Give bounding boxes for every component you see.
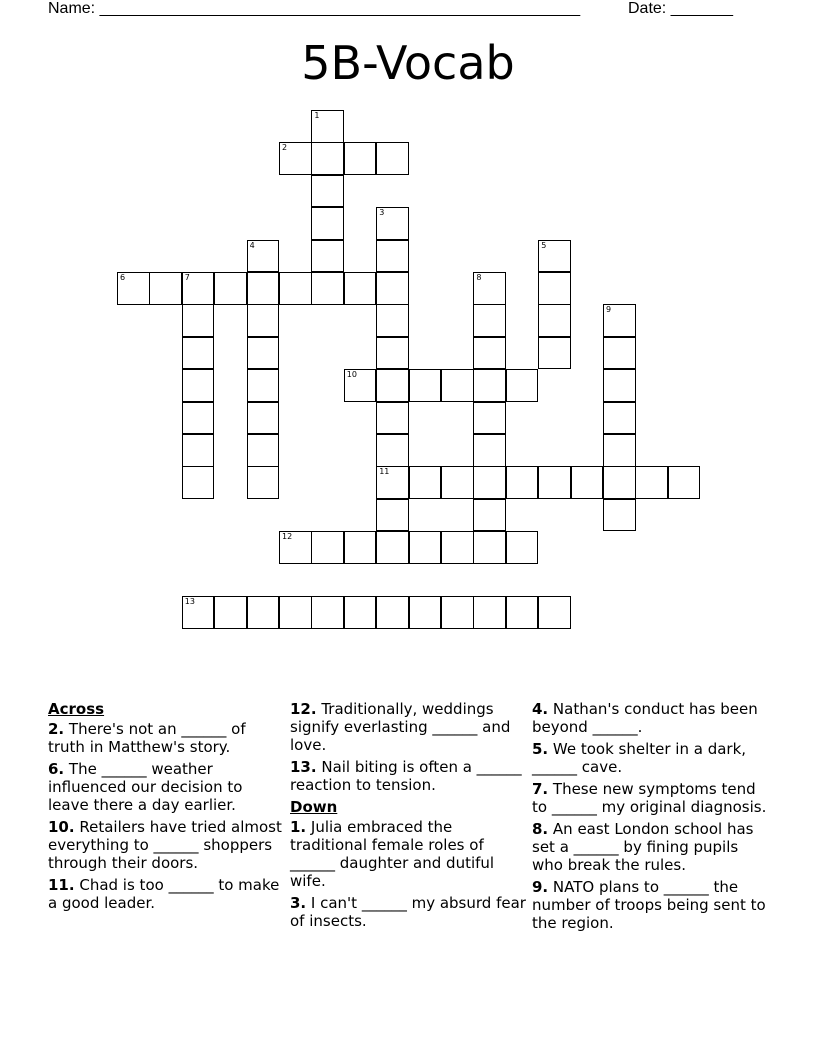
grid-cell[interactable] (506, 596, 539, 629)
clue-number-label: 3 (379, 208, 385, 218)
cell-input[interactable] (183, 597, 214, 628)
cell-input[interactable] (377, 273, 408, 304)
grid-cell[interactable] (473, 434, 506, 467)
across-clue-2 (48, 720, 284, 756)
cell-input[interactable] (442, 467, 473, 498)
cell-input[interactable] (377, 338, 408, 369)
cell-input[interactable] (604, 435, 635, 466)
clue-number: 5. (532, 740, 549, 758)
cell-input[interactable] (312, 111, 343, 142)
grid-cell[interactable] (473, 531, 506, 564)
clue-text: Nail biting is often a ______ reaction to tension. (290, 758, 522, 794)
grid-cell[interactable] (376, 240, 409, 273)
grid-cell[interactable] (247, 337, 280, 370)
cell-input[interactable] (539, 305, 570, 336)
clue-text: I can't ______ my absurd fear of insects. (290, 894, 526, 930)
grid-cell[interactable] (409, 369, 442, 402)
cell-input[interactable] (248, 370, 279, 401)
cell-input[interactable] (183, 467, 214, 498)
clue-number-label: 9 (606, 305, 612, 315)
grid-cell[interactable] (311, 240, 344, 273)
grid-cell[interactable] (473, 466, 506, 499)
cell-input[interactable] (410, 467, 441, 498)
cell-input[interactable] (280, 143, 311, 174)
cell-input[interactable] (248, 305, 279, 336)
cell-input[interactable] (312, 176, 343, 207)
clue-number: 9. (532, 878, 549, 896)
cell-input[interactable] (604, 467, 635, 498)
down-clue-9 (532, 878, 768, 932)
grid-cell[interactable] (344, 531, 377, 564)
clue-number: 1. (290, 818, 307, 836)
grid-cell[interactable] (247, 369, 280, 402)
grid-cell[interactable] (311, 110, 344, 143)
cell-input[interactable] (636, 467, 667, 498)
cell-input[interactable] (215, 273, 246, 304)
clue-number: 8. (532, 820, 549, 838)
clue-column-2 (290, 700, 526, 934)
clue-text: Traditionally, weddings signify everlasting ______ and love. (290, 700, 511, 754)
grid-cell[interactable] (473, 402, 506, 435)
across-clue-11 (48, 876, 284, 912)
cell-input[interactable] (442, 370, 473, 401)
cell-input[interactable] (539, 241, 570, 272)
grid-cell[interactable] (603, 434, 636, 467)
grid-cell[interactable] (538, 304, 571, 337)
grid-cell[interactable] (603, 402, 636, 435)
clue-text: Chad is too ______ to make a good leader. (48, 876, 280, 912)
cell-input[interactable] (345, 370, 376, 401)
cell-input[interactable] (183, 338, 214, 369)
clue-column-1 (48, 700, 284, 916)
cell-input[interactable] (280, 532, 311, 563)
cell-input[interactable] (474, 370, 505, 401)
cell-input[interactable] (604, 338, 635, 369)
cell-input[interactable] (183, 370, 214, 401)
grid-cell[interactable] (538, 240, 571, 273)
grid-cell[interactable] (247, 466, 280, 499)
cell-input[interactable] (604, 500, 635, 531)
cell-input[interactable] (377, 208, 408, 239)
grid-cell[interactable] (473, 596, 506, 629)
clue-number: 6. (48, 760, 65, 778)
grid-cell[interactable] (247, 272, 280, 305)
clue-number-label: 11 (379, 467, 390, 477)
down-heading: Down (290, 798, 338, 816)
cell-input[interactable] (410, 597, 441, 628)
grid-cell[interactable] (214, 596, 247, 629)
cell-input[interactable] (280, 597, 311, 628)
cell-input[interactable] (377, 143, 408, 174)
grid-cell[interactable] (279, 596, 312, 629)
clue-text: Retailers have tried almost everything to ______ shoppers through their doors. (48, 818, 282, 872)
cell-input[interactable] (280, 273, 311, 304)
grid-cell[interactable] (182, 596, 215, 629)
clue-text: Julia embraced the traditional female roles of ______ daughter and dutiful wife. (290, 818, 495, 890)
grid-cell[interactable] (376, 402, 409, 435)
cell-input[interactable] (539, 338, 570, 369)
down-clue-1 (290, 818, 526, 890)
cell-input[interactable] (183, 435, 214, 466)
grid-cell[interactable] (247, 402, 280, 435)
grid-cell[interactable] (441, 531, 474, 564)
clue-number-label: 5 (541, 240, 547, 250)
grid-cell[interactable] (182, 272, 215, 305)
across-clue-10 (48, 818, 284, 872)
grid-cell[interactable] (182, 466, 215, 499)
cell-input[interactable] (248, 435, 279, 466)
clue-number-label: 1 (314, 111, 320, 120)
grid-cell[interactable] (506, 531, 539, 564)
date-line: Date: _______ (628, 0, 733, 17)
grid-cell[interactable] (344, 272, 377, 305)
grid-cell[interactable] (182, 369, 215, 402)
cell-input[interactable] (669, 467, 700, 498)
clue-text: These new symptoms tend to ______ my original diagnosis. (532, 780, 767, 816)
clue-number: 2. (48, 720, 65, 738)
cell-input[interactable] (474, 532, 505, 563)
grid-cell[interactable] (506, 369, 539, 402)
grid-cell[interactable] (279, 272, 312, 305)
cell-input[interactable] (377, 305, 408, 336)
cell-input[interactable] (377, 597, 408, 628)
grid-cell[interactable] (538, 272, 571, 305)
cell-input[interactable] (474, 273, 505, 304)
grid-cell[interactable] (603, 466, 636, 499)
cell-input[interactable] (377, 532, 408, 563)
grid-cell[interactable] (344, 596, 377, 629)
cell-input[interactable] (248, 467, 279, 498)
grid-cell[interactable] (311, 531, 344, 564)
clue-number: 7. (532, 780, 549, 798)
down-clue-4 (532, 700, 768, 736)
cell-input[interactable] (604, 370, 635, 401)
grid-cell[interactable] (473, 272, 506, 305)
cell-input[interactable] (183, 305, 214, 336)
clue-column-3 (532, 700, 768, 936)
grid-cell[interactable] (376, 272, 409, 305)
clue-number-label: 12 (282, 532, 293, 542)
across-heading: Across (48, 700, 105, 718)
clue-text: Nathan's conduct has been beyond ______. (532, 700, 758, 736)
grid-cell[interactable] (279, 142, 312, 175)
across-clue-13 (290, 758, 526, 794)
grid-cell[interactable] (441, 466, 474, 499)
grid-cell[interactable] (635, 466, 668, 499)
cell-input[interactable] (118, 273, 149, 304)
grid-cell[interactable] (311, 272, 344, 305)
grid-cell[interactable] (247, 434, 280, 467)
grid-cell[interactable] (441, 596, 474, 629)
cell-input[interactable] (410, 370, 441, 401)
grid-cell[interactable] (376, 304, 409, 337)
grid-cell[interactable] (344, 142, 377, 175)
grid-cell[interactable] (603, 499, 636, 532)
cell-input[interactable] (377, 435, 408, 466)
cell-input[interactable] (248, 597, 279, 628)
cell-input[interactable] (150, 273, 181, 304)
grid-cell[interactable] (376, 207, 409, 240)
cell-input[interactable] (312, 597, 343, 628)
grid-cell[interactable] (311, 175, 344, 208)
grid-cell[interactable] (182, 337, 215, 370)
grid-cell[interactable] (344, 369, 377, 402)
name-line: Name: ______________________________________________________ (48, 0, 581, 17)
across-clue-6 (48, 760, 284, 814)
grid-cell[interactable] (376, 466, 409, 499)
cell-input[interactable] (248, 241, 279, 272)
cell-input[interactable] (215, 597, 246, 628)
clue-number: 3. (290, 894, 307, 912)
grid-cell[interactable] (603, 337, 636, 370)
cell-input[interactable] (248, 403, 279, 434)
cell-input[interactable] (410, 532, 441, 563)
grid-cell[interactable] (538, 337, 571, 370)
grid-cell[interactable] (473, 369, 506, 402)
cell-input[interactable] (183, 403, 214, 434)
cell-input[interactable] (539, 273, 570, 304)
cell-input[interactable] (572, 467, 603, 498)
cell-input[interactable] (507, 532, 538, 563)
cell-input[interactable] (507, 467, 538, 498)
grid-cell[interactable] (473, 304, 506, 337)
clue-number: 11. (48, 876, 75, 894)
grid-cell[interactable] (182, 434, 215, 467)
clue-text: There's not an ______ of truth in Matthew's story. (48, 720, 246, 756)
cell-input[interactable] (539, 597, 570, 628)
cell-input[interactable] (312, 143, 343, 174)
clue-number-label: 13 (184, 597, 195, 606)
clue-number-label: 4 (249, 240, 255, 250)
cell-input[interactable] (474, 305, 505, 336)
grid-cell[interactable] (473, 337, 506, 370)
down-clue-8 (532, 820, 768, 874)
cell-input[interactable] (312, 208, 343, 239)
grid-cell[interactable] (117, 272, 150, 305)
cell-input[interactable] (539, 467, 570, 498)
grid-cell[interactable] (409, 596, 442, 629)
grid-cell[interactable] (506, 466, 539, 499)
grid-cell[interactable] (473, 499, 506, 532)
down-clue-5 (532, 740, 768, 776)
clue-number-label: 7 (184, 273, 190, 282)
cell-input[interactable] (474, 403, 505, 434)
grid-cell[interactable] (376, 337, 409, 370)
cell-input[interactable] (312, 241, 343, 272)
cell-input[interactable] (183, 273, 214, 304)
grid-cell[interactable] (182, 402, 215, 435)
cell-input[interactable] (474, 435, 505, 466)
cell-input[interactable] (345, 143, 376, 174)
grid-cell[interactable] (247, 304, 280, 337)
cell-input[interactable] (474, 597, 505, 628)
clue-number-label: 6 (120, 273, 126, 282)
grid-cell[interactable] (376, 142, 409, 175)
cell-input[interactable] (345, 273, 376, 304)
grid-cell[interactable] (409, 531, 442, 564)
puzzle-title: 5B-Vocab (301, 36, 515, 90)
cell-input[interactable] (248, 338, 279, 369)
clue-text: The ______ weather influenced our decision to leave there a day earlier. (48, 760, 243, 814)
grid-cell[interactable] (247, 240, 280, 273)
cell-input[interactable] (312, 532, 343, 563)
grid-cell[interactable] (247, 596, 280, 629)
grid-cell[interactable] (603, 304, 636, 337)
grid-cell[interactable] (603, 369, 636, 402)
clue-number: 4. (532, 700, 549, 718)
cell-input[interactable] (442, 597, 473, 628)
grid-cell[interactable] (376, 531, 409, 564)
cell-input[interactable] (377, 370, 408, 401)
grid-cell[interactable] (571, 466, 604, 499)
clue-text: An east London school has set a ______ by fining pupils who break the rules. (532, 820, 754, 874)
clue-number-label: 2 (282, 143, 288, 153)
clue-number: 10. (48, 818, 75, 836)
cell-input[interactable] (507, 597, 538, 628)
down-clue-3 (290, 894, 526, 930)
cell-input[interactable] (312, 273, 343, 304)
grid-cell[interactable] (279, 531, 312, 564)
grid-cell[interactable] (182, 304, 215, 337)
grid-cell[interactable] (376, 434, 409, 467)
cell-input[interactable] (604, 305, 635, 336)
cell-input[interactable] (474, 500, 505, 531)
cell-input[interactable] (474, 338, 505, 369)
clue-number: 12. (290, 700, 317, 718)
cell-input[interactable] (442, 532, 473, 563)
grid-cell[interactable] (311, 142, 344, 175)
grid-cell[interactable] (376, 596, 409, 629)
clue-number: 13. (290, 758, 317, 776)
cell-input[interactable] (474, 467, 505, 498)
clue-text: We took shelter in a dark, ______ cave. (532, 740, 747, 776)
grid-cell[interactable] (409, 466, 442, 499)
grid-cell[interactable] (376, 499, 409, 532)
grid-cell[interactable] (311, 596, 344, 629)
grid-cell[interactable] (376, 369, 409, 402)
clue-number-label: 8 (476, 273, 482, 282)
grid-cell[interactable] (538, 596, 571, 629)
grid-cell[interactable] (441, 369, 474, 402)
cell-input[interactable] (377, 403, 408, 434)
grid-cell[interactable] (214, 272, 247, 305)
grid-cell[interactable] (668, 466, 701, 499)
down-clue-7 (532, 780, 768, 816)
cell-input[interactable] (345, 597, 376, 628)
grid-cell[interactable] (538, 466, 571, 499)
cell-input[interactable] (377, 500, 408, 531)
cell-input[interactable] (248, 273, 279, 304)
clue-number-label: 10 (346, 370, 357, 380)
cell-input[interactable] (377, 467, 408, 498)
clue-text: NATO plans to ______ the number of troops being sent to the region. (532, 878, 766, 932)
across-clue-12 (290, 700, 526, 754)
grid-cell[interactable] (149, 272, 182, 305)
cell-input[interactable] (507, 370, 538, 401)
cell-input[interactable] (604, 403, 635, 434)
grid-cell[interactable] (311, 207, 344, 240)
cell-input[interactable] (345, 532, 376, 563)
cell-input[interactable] (377, 241, 408, 272)
